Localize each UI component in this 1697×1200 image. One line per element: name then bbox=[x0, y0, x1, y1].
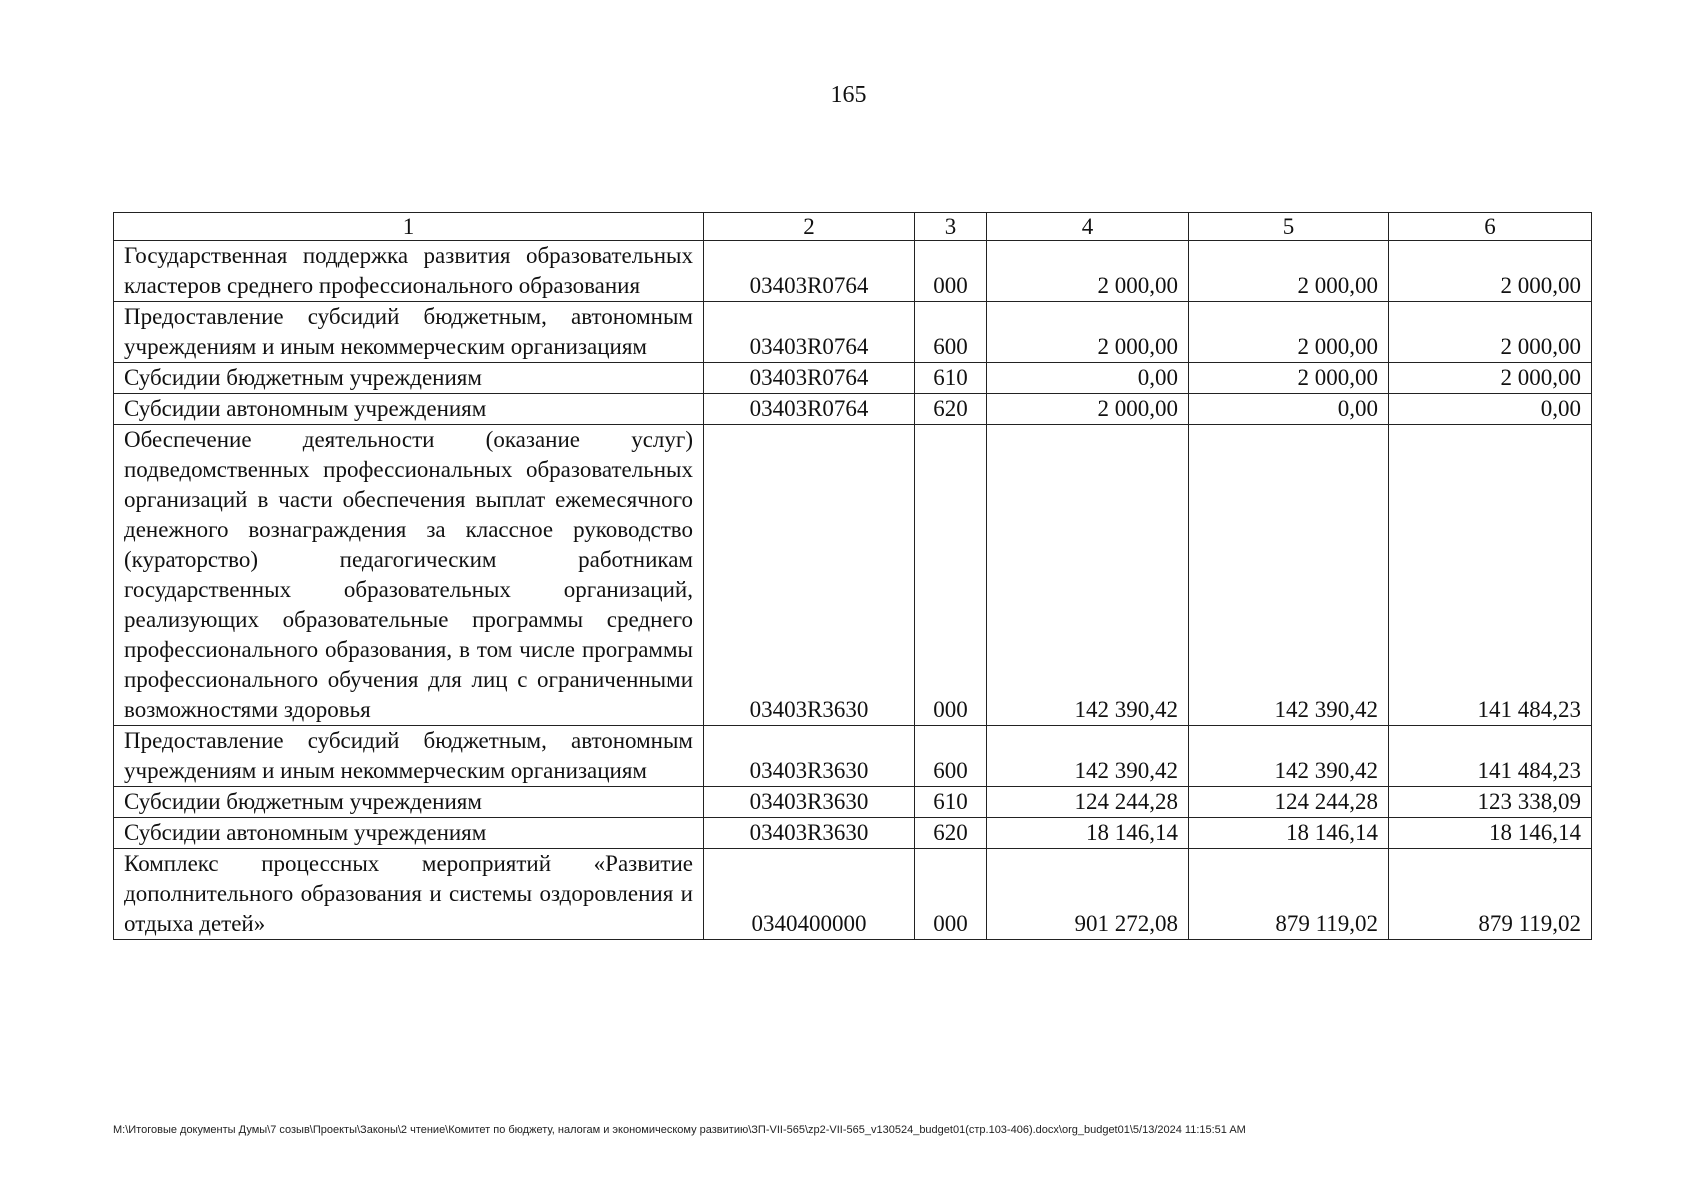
row-code: 03403R0764 bbox=[704, 302, 915, 363]
row-value-col4: 142 390,42 bbox=[987, 726, 1189, 787]
row-value-col4: 142 390,42 bbox=[987, 425, 1189, 726]
row-value-col4: 901 272,08 bbox=[987, 849, 1189, 940]
column-header: 6 bbox=[1389, 213, 1592, 241]
row-code: 03403R0764 bbox=[704, 241, 915, 302]
row-type: 610 bbox=[915, 363, 987, 394]
table-row bbox=[114, 849, 1592, 940]
row-name: Предоставление субсидий бюджетным, автономным учреждениям и иным некоммерческим организациям bbox=[114, 726, 704, 787]
row-code: 0340400000 bbox=[704, 849, 915, 940]
row-value-col5: 2 000,00 bbox=[1189, 241, 1389, 302]
row-type: 600 bbox=[915, 726, 987, 787]
row-code: 03403R0764 bbox=[704, 363, 915, 394]
table-row bbox=[114, 302, 1592, 363]
row-value-col4: 2 000,00 bbox=[987, 394, 1189, 425]
row-value-col5: 879 119,02 bbox=[1189, 849, 1389, 940]
row-code: 03403R0764 bbox=[704, 394, 915, 425]
row-value-col6: 141 484,23 bbox=[1389, 726, 1592, 787]
row-name: Предоставление субсидий бюджетным, автономным учреждениям и иным некоммерческим организациям bbox=[114, 302, 704, 363]
row-code: 03403R3630 bbox=[704, 726, 915, 787]
row-name: Субсидии автономным учреждениям bbox=[114, 818, 704, 849]
row-value-col4: 0,00 bbox=[987, 363, 1189, 394]
row-value-col5: 2 000,00 bbox=[1189, 302, 1389, 363]
row-name: Комплекс процессных мероприятий «Развитие дополнительного образования и системы оздоровления и отдыха детей» bbox=[114, 849, 704, 940]
row-value-col6: 2 000,00 bbox=[1389, 302, 1592, 363]
row-value-col4: 124 244,28 bbox=[987, 787, 1189, 818]
row-value-col5: 18 146,14 bbox=[1189, 818, 1389, 849]
row-value-col5: 2 000,00 bbox=[1189, 363, 1389, 394]
row-value-col4: 18 146,14 bbox=[987, 818, 1189, 849]
row-name: Субсидии бюджетным учреждениям bbox=[114, 787, 704, 818]
row-name: Обеспечение деятельности (оказание услуг) подведомственных профессиональных образовательных организаций в части обеспечения выплат ежемесячного денежного вознаграждения за классное руководство (кураторство) педагогическим работникам государственных образовательных организаций, реализующих образовательные программы среднего профессионального образования, в том числе программы профессионального обучения для лиц с ограниченными возможностями здоровья bbox=[114, 425, 704, 726]
row-type: 000 bbox=[915, 425, 987, 726]
row-value-col6: 18 146,14 bbox=[1389, 818, 1592, 849]
column-header: 4 bbox=[987, 213, 1189, 241]
row-value-col6: 2 000,00 bbox=[1389, 241, 1592, 302]
row-value-col6: 2 000,00 bbox=[1389, 363, 1592, 394]
column-header: 2 bbox=[704, 213, 915, 241]
row-name: Государственная поддержка развития образовательных кластеров среднего профессионального образования bbox=[114, 241, 704, 302]
table-row bbox=[114, 726, 1592, 787]
row-value-col4: 2 000,00 bbox=[987, 241, 1189, 302]
column-header: 3 bbox=[915, 213, 987, 241]
row-type: 620 bbox=[915, 394, 987, 425]
row-code: 03403R3630 bbox=[704, 818, 915, 849]
row-value-col6: 141 484,23 bbox=[1389, 425, 1592, 726]
row-type: 600 bbox=[915, 302, 987, 363]
document-path-footer: M:\Итоговые документы Думы\7 созыв\Проекты\Законы\2 чтение\Комитет по бюджету, налогам и экономическому развитию\ЗП-VII-565\zp2-VII-565_v130524_budget01(стр.103-406).docx\org_budget01\5/13/2024 11:15:51 AM bbox=[113, 1124, 1246, 1136]
page-number: 165 bbox=[830, 82, 867, 108]
table-row bbox=[114, 425, 1592, 726]
row-value-col5: 142 390,42 bbox=[1189, 425, 1389, 726]
row-type: 620 bbox=[915, 818, 987, 849]
table-row bbox=[114, 787, 1592, 818]
row-value-col6: 123 338,09 bbox=[1389, 787, 1592, 818]
row-code: 03403R3630 bbox=[704, 787, 915, 818]
table-row bbox=[114, 363, 1592, 394]
row-type: 000 bbox=[915, 241, 987, 302]
table-row bbox=[114, 394, 1592, 425]
row-name: Субсидии бюджетным учреждениям bbox=[114, 363, 704, 394]
row-value-col4: 2 000,00 bbox=[987, 302, 1189, 363]
budget-table bbox=[113, 212, 1592, 940]
row-type: 000 bbox=[915, 849, 987, 940]
row-value-col6: 0,00 bbox=[1389, 394, 1592, 425]
row-value-col5: 0,00 bbox=[1189, 394, 1389, 425]
row-code: 03403R3630 bbox=[704, 425, 915, 726]
row-value-col6: 879 119,02 bbox=[1389, 849, 1592, 940]
row-value-col5: 142 390,42 bbox=[1189, 726, 1389, 787]
table-row bbox=[114, 818, 1592, 849]
table-header-row bbox=[114, 213, 1592, 241]
row-type: 610 bbox=[915, 787, 987, 818]
row-value-col5: 124 244,28 bbox=[1189, 787, 1389, 818]
row-name: Субсидии автономным учреждениям bbox=[114, 394, 704, 425]
column-header: 5 bbox=[1189, 213, 1389, 241]
table-row bbox=[114, 241, 1592, 302]
column-header: 1 bbox=[114, 213, 704, 241]
